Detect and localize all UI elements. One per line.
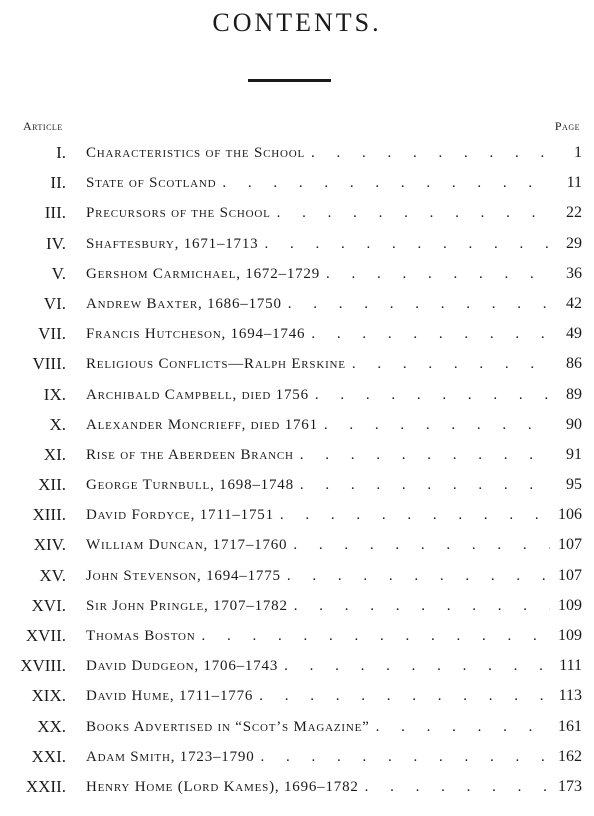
page-number: 1: [574, 144, 582, 161]
toc-entry: [86, 470, 550, 500]
article-title: William Duncan, 1717–1760: [86, 537, 288, 554]
toc-row: [0, 561, 594, 591]
article-number: XIV.: [33, 535, 66, 555]
article-number: XXII.: [25, 776, 66, 796]
article-title: Thomas Boston: [86, 628, 196, 644]
article-title: Andrew Baxter, 1686–1750: [86, 295, 282, 312]
toc-entry: [86, 319, 550, 349]
page-number: 89: [566, 385, 582, 403]
page-number: 107: [558, 536, 582, 554]
dot-leader: [280, 500, 550, 530]
page-number: 86: [566, 355, 582, 373]
toc-entry: [86, 681, 550, 711]
toc-row: [0, 591, 594, 621]
article-title: Adam Smith, 1723–1790: [86, 748, 255, 765]
page-number: 106: [558, 506, 582, 524]
article-number: VIII.: [32, 354, 66, 374]
toc-entry: [86, 380, 550, 410]
page-number: 22: [566, 204, 582, 222]
toc-entry: [86, 440, 550, 470]
toc-entry: [86, 259, 550, 289]
page-number: 109: [558, 627, 582, 644]
article-number: V.: [51, 263, 66, 283]
toc-row: [0, 651, 594, 681]
article-number: I.: [56, 143, 66, 162]
toc-row: [0, 621, 594, 651]
article-title: Sir John Pringle, 1707–1782: [86, 597, 288, 614]
article-number: XVIII.: [20, 656, 66, 676]
article-title: David Hume, 1711–1776: [86, 688, 254, 705]
toc-entry: [86, 712, 550, 742]
article-column-header: Article: [23, 119, 63, 133]
article-title: State of Scotland: [86, 175, 217, 192]
article-title: Religious Conflicts—Ralph Erskine: [86, 356, 346, 373]
toc-row: [0, 742, 594, 772]
page-number: 173: [558, 777, 582, 795]
article-number: XIII.: [32, 505, 66, 525]
toc-entry: [86, 349, 550, 379]
article-title: David Fordyce, 1711–1751: [86, 507, 274, 524]
article-number: XI.: [43, 444, 66, 464]
toc-entry: [86, 561, 550, 591]
dot-leader: [300, 470, 550, 500]
page-number: 49: [566, 325, 582, 343]
article-number: IV.: [46, 233, 66, 253]
dot-leader: [294, 591, 550, 621]
dot-leader: [324, 410, 550, 440]
page-number: 90: [566, 415, 582, 433]
dot-leader: [261, 742, 551, 772]
toc-entry: [86, 138, 550, 168]
article-number: XX.: [37, 716, 66, 736]
page-number: 109: [558, 596, 582, 614]
article-title: George Turnbull, 1698–1748: [86, 477, 294, 494]
article-title: Precursors of the School: [86, 205, 271, 222]
page-title: CONTENTS.: [212, 8, 382, 37]
toc-row: [0, 380, 594, 410]
dot-leader: [315, 380, 550, 410]
article-number: XXI.: [31, 746, 66, 766]
dot-leader: [300, 440, 550, 470]
article-number: II.: [50, 173, 66, 193]
page-number: 42: [566, 294, 582, 312]
article-number: XVII.: [25, 626, 66, 645]
article-number: III.: [44, 203, 66, 223]
toc-row: [0, 470, 594, 500]
dot-leader: [365, 772, 550, 802]
dot-leader: [202, 621, 550, 651]
article-number: XII.: [38, 475, 66, 495]
article-title: Books Advertised in “Scot’s Magazine”: [86, 718, 370, 735]
toc-entry: [86, 772, 550, 802]
dot-leader: [287, 561, 550, 591]
dot-leader: [284, 651, 550, 681]
toc-entry: [86, 500, 550, 530]
page-number: 29: [566, 234, 582, 252]
article-title: Rise of the Aberdeen Branch: [86, 446, 294, 463]
dot-leader: [264, 229, 550, 259]
toc-row: [0, 500, 594, 530]
toc-entry: [86, 651, 550, 681]
dot-leader: [293, 530, 550, 560]
toc-row: [0, 440, 594, 470]
page-number: 11: [566, 174, 582, 192]
article-number: X.: [49, 414, 66, 434]
page-number: 36: [566, 264, 582, 282]
page-number: 162: [558, 747, 582, 765]
table-of-contents: [0, 138, 594, 802]
dot-leader: [311, 138, 550, 168]
dot-leader: [352, 349, 550, 379]
article-title: David Dudgeon, 1706–1743: [86, 658, 279, 675]
title-rule: [248, 79, 331, 82]
dot-leader: [288, 289, 550, 319]
toc-row: [0, 229, 594, 259]
toc-entry: [86, 742, 550, 772]
article-number: XVI.: [31, 595, 66, 615]
page-number: 113: [558, 687, 582, 705]
toc-row: [0, 259, 594, 289]
page-column-header: Page: [554, 119, 580, 133]
dot-leader: [259, 681, 550, 711]
toc-row: [0, 289, 594, 319]
toc-entry: [86, 229, 550, 259]
dot-leader: [277, 198, 550, 228]
page-number: 111: [559, 657, 582, 675]
toc-entry: [86, 289, 550, 319]
page-number: 91: [566, 445, 582, 463]
toc-entry: [86, 530, 550, 560]
article-number: VI.: [43, 293, 66, 313]
article-number: VII.: [38, 324, 66, 344]
toc-entry: [86, 591, 550, 621]
article-title: Henry Home (Lord Kames), 1696–1782: [86, 778, 359, 795]
dot-leader: [326, 259, 550, 289]
toc-entry: [86, 410, 550, 440]
article-title: Archibald Campbell, died 1756: [86, 386, 309, 403]
toc-row: [0, 168, 594, 198]
toc-row: [0, 530, 594, 560]
page-number: 107: [558, 566, 582, 584]
toc-entry: [86, 621, 550, 651]
toc-row: [0, 712, 594, 742]
article-number: IX.: [43, 384, 66, 404]
article-title: Gershom Carmichael, 1672–1729: [86, 265, 321, 282]
toc-row: [0, 410, 594, 440]
dot-leader: [222, 168, 550, 198]
article-title: John Stevenson, 1694–1775: [86, 567, 281, 584]
article-number: XV.: [39, 565, 66, 585]
article-title: Shaftesbury, 1671–1713: [86, 235, 259, 252]
article-title: Alexander Moncrieff, died 1761: [86, 416, 318, 433]
article-title: Francis Hutcheson, 1694–1746: [86, 326, 306, 343]
toc-row: [0, 349, 594, 379]
toc-row: [0, 138, 594, 168]
page-number: 95: [566, 476, 582, 494]
toc-entry: [86, 168, 550, 198]
article-title: Characteristics of the School: [86, 145, 306, 161]
dot-leader: [311, 319, 550, 349]
toc-entry: [86, 198, 550, 228]
toc-row: [0, 681, 594, 711]
toc-row: [0, 319, 594, 349]
dot-leader: [376, 712, 550, 742]
page-number: 161: [558, 717, 582, 735]
toc-row: [0, 772, 594, 802]
article-number: XIX.: [31, 686, 66, 706]
toc-row: [0, 198, 594, 228]
